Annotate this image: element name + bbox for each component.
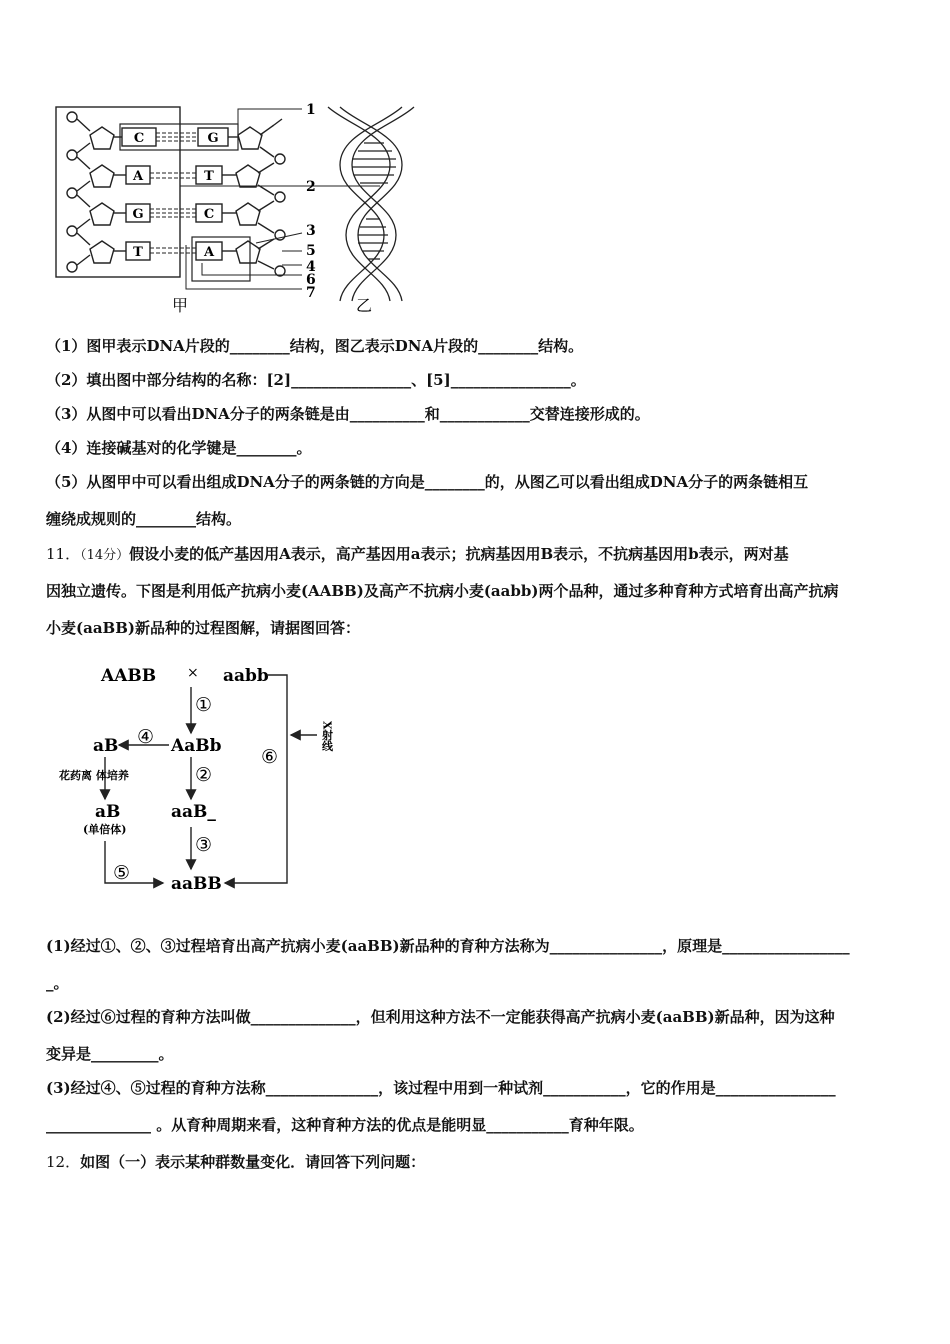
q11-intro-text: 假设小麦的低产基因用A表示，高产基因用a表示；抗病基因用B表示，不抗病基因用b表示，两对基 bbox=[129, 545, 789, 563]
base-right-4: A bbox=[203, 245, 215, 260]
q11-part2-line1: (2)经过⑥过程的育种方法叫做______________，但利用这种方法不一定能获得高产抗病小麦(aaBB)新品种，因为这种 bbox=[46, 1008, 835, 1026]
haploid-aB: aB bbox=[95, 802, 121, 822]
label-3: 3 bbox=[306, 223, 316, 239]
base-left-4: T bbox=[133, 245, 143, 260]
q12-text: 如图（一）表示某种群数量变化．请回答下列问题： bbox=[80, 1153, 426, 1171]
q10-part2: （2）填出图中部分结构的名称：[2]________________、[5]________________。 bbox=[46, 371, 586, 389]
step-6: ⑥ bbox=[261, 746, 279, 768]
left-bases bbox=[122, 128, 156, 260]
hydrogen-bonds bbox=[150, 133, 198, 253]
dna-structure-figure bbox=[50, 95, 430, 315]
label-4: 4 bbox=[306, 259, 316, 275]
q10-part5-line1: （5）从图甲中可以看出组成DNA分子的两条链的方向是________的，从图乙可以看出组成DNA分子的两条链相互 bbox=[46, 473, 809, 491]
label-1: 1 bbox=[306, 102, 316, 118]
q11-intro-line2: 因独立遗传。下图是利用低产抗病小麦(AABB)及高产不抗病小麦(aabb)两个品种，通过多种育种方式培育出高产抗病 bbox=[46, 582, 839, 600]
left-backbone bbox=[67, 112, 126, 272]
xray-label bbox=[321, 721, 334, 752]
label-5: 5 bbox=[306, 243, 316, 259]
q10-part4: （4）连接碱基对的化学键是________。 bbox=[46, 439, 312, 457]
caption-jia: 甲 bbox=[172, 296, 189, 315]
q11-number: 11． bbox=[46, 545, 81, 563]
step-numbers bbox=[113, 694, 278, 884]
base-left-2: A bbox=[132, 169, 144, 184]
q11-intro-line3: 小麦(aaBB)新品种的过程图解，请据图回答： bbox=[46, 619, 360, 637]
q11-part3-line1: (3)经过④、⑤过程的育种方法称_______________，该过程中用到一种试剂___________，它的作用是________________ bbox=[46, 1079, 836, 1097]
parent-aabb: aabb bbox=[223, 666, 269, 686]
label-6: 6 bbox=[306, 272, 316, 288]
double-helix bbox=[328, 107, 414, 301]
base-right-1: G bbox=[207, 131, 219, 146]
q11-part1-line2: _。 bbox=[46, 974, 69, 992]
base-left-1: C bbox=[133, 131, 145, 146]
haploid-note: (单倍体) bbox=[83, 823, 127, 836]
gamete-aB: aB bbox=[93, 736, 119, 756]
q10-part3: （3）从图中可以看出DNA分子的两条链是由__________和____________交替连接形成的。 bbox=[46, 405, 650, 423]
cross-sign: × bbox=[187, 665, 199, 681]
xray-text: X射线 bbox=[320, 721, 334, 752]
base-right-3: C bbox=[203, 207, 215, 222]
label-2: 2 bbox=[306, 179, 316, 195]
q10-part1: （1）图甲表示DNA片段的________结构，图乙表示DNA片段的________结构。 bbox=[46, 337, 584, 355]
f1-AaBb: AaBb bbox=[171, 736, 222, 756]
target-aaBB: aaBB bbox=[171, 874, 222, 894]
base-right-2: T bbox=[204, 169, 214, 184]
step-2: ② bbox=[195, 764, 213, 786]
q12-number: 12． bbox=[46, 1153, 81, 1171]
culture-label: 花药离 体培养 bbox=[59, 769, 129, 782]
q11-intro-line1 bbox=[46, 537, 908, 573]
q11-part1-line1: (1)经过①、②、③过程培育出高产抗病小麦(aaBB)新品种的育种方法称为_______________，原理是_________________ bbox=[46, 937, 850, 955]
step-3: ③ bbox=[195, 834, 213, 856]
part-labels bbox=[306, 102, 316, 301]
breeding-diagram bbox=[55, 655, 355, 895]
step-5: ⑤ bbox=[113, 862, 131, 884]
q11-part2-line2: 变异是_________。 bbox=[46, 1045, 174, 1063]
q12 bbox=[46, 1145, 908, 1179]
label-7: 7 bbox=[306, 285, 316, 301]
right-backbone bbox=[222, 119, 285, 276]
q11-part3-line2: ______________ 。从育种周期来看，这种育种方法的优点是能明显___________育种年限。 bbox=[46, 1116, 644, 1134]
caption-yi: 乙 bbox=[356, 296, 373, 315]
parent-AABB: AABB bbox=[101, 666, 157, 686]
q11-score: （14分） bbox=[80, 548, 130, 563]
q10-part5-line2: 缠绕成规则的________结构。 bbox=[46, 510, 242, 528]
step-1: ① bbox=[195, 694, 213, 716]
step-4: ④ bbox=[137, 726, 155, 748]
base-left-3: G bbox=[132, 207, 144, 222]
f2-aaB: aaB_ bbox=[171, 802, 216, 822]
